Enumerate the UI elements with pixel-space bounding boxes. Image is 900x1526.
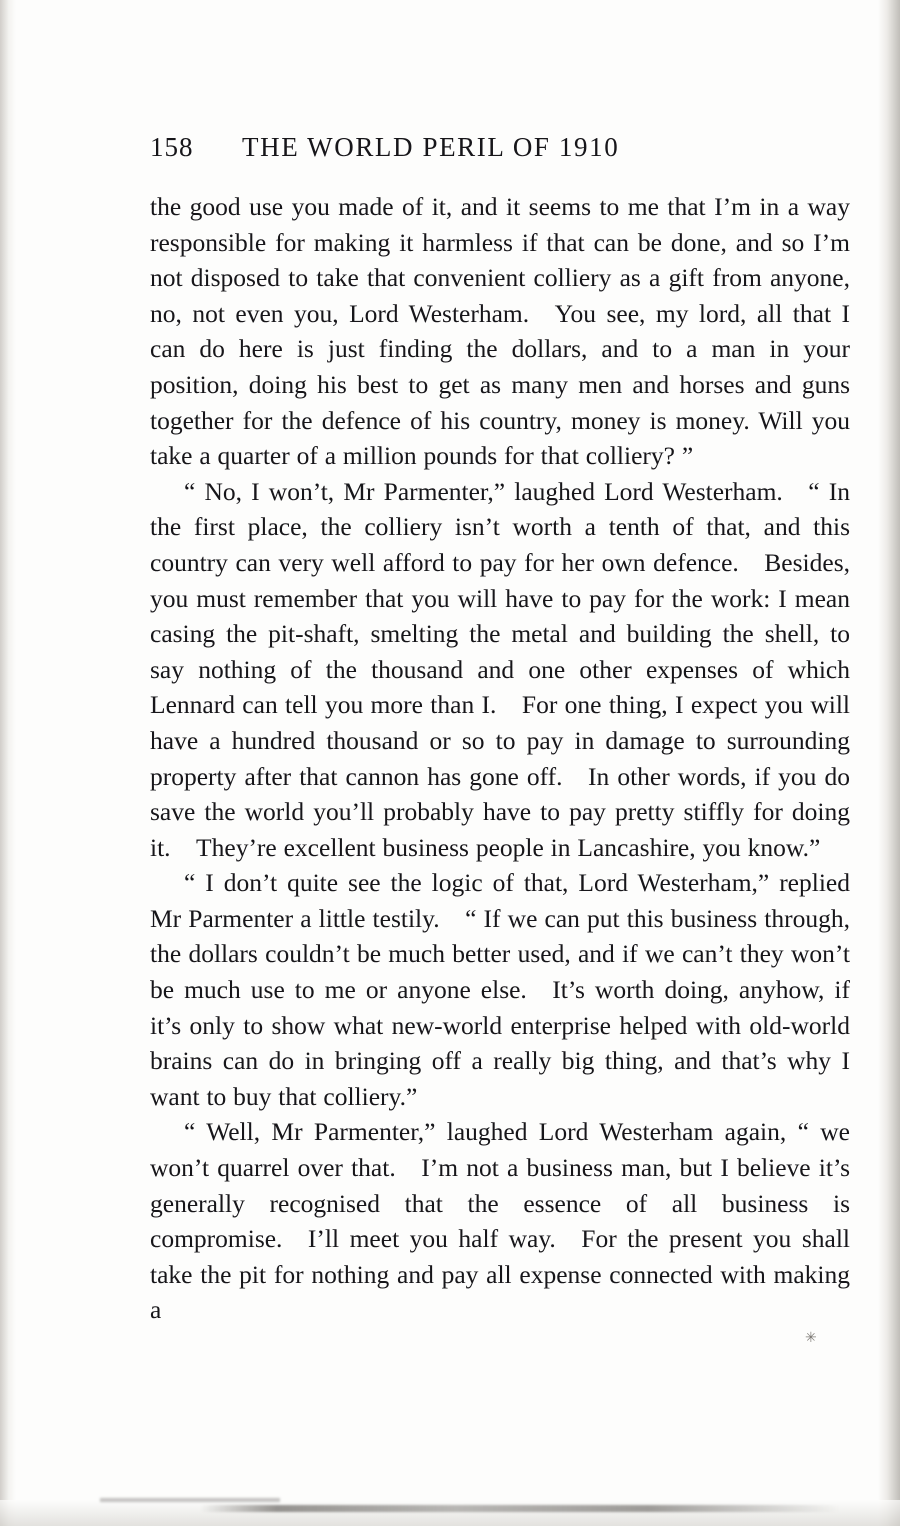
paragraph-3: “ I don’t quite see the logic of that, Lord Westerham,” replied Mr Parmenter a little testily. “ If we can put this business through, the dollars couldn’t be much better used, and if we can’t they won’t be much use to me or anyone else. It’s worth doing, anyhow, if it’s only to show what new-world enterprise helped with old-world brains can do in bringing off a really big thing, and that’s why I want to buy that colliery.” — [150, 868, 850, 1111]
page-stray-mark: ✳ — [805, 1331, 817, 1346]
paragraph-1: the good use you made of it, and it seems to me that I’m in a way responsible for making it harmless if that can be done, and so I’m not disposed to take that convenient colliery as a gift from anyone, no, not even you, Lord Westerham. You see, my lord, all that I can do here is just finding the dollars, and to a man in your position, doing his best to get as many men and horses and guns together for the defence of his country, money is money. Will you take a quarter of a million pounds for that colliery? ” — [150, 192, 850, 471]
paragraph-2: “ No, I won’t, Mr Parmenter,” laughed Lord Westerham. “ In the first place, the colliery isn’t worth a tenth of that, and this country can very well afford to pay for her own defence. Besides, you must remember that you will have to pay for the work: I mean casing the pit-shaft, smelting the metal and building the shell, to say nothing of the thousand and one other expenses of which Lennard can tell you more than I. For one thing, I expect you will have a hundred thousand or so to pay in damage to surrounding property after that cannon has gone off. In other words, if you do save the world you’ll probably have to pay pretty stiffly for doing it. They’re excellent business people in Lancashire, you know.” — [150, 476, 850, 862]
page-text-block — [150, 132, 850, 1328]
page-bottom-scan-smudge — [200, 1505, 840, 1512]
running-head-title: THE WORLD PERIL OF 1910 — [242, 132, 620, 162]
page-left-edge-shading — [0, 0, 16, 1526]
page-right-edge-shading — [878, 0, 900, 1526]
page-bottom-scan-smudge-secondary — [100, 1498, 280, 1502]
page-bottom-edge-shading — [0, 1500, 900, 1526]
paragraph-4: “ Well, Mr Parmenter,” laughed Lord Westerham again, “ we won’t quarrel over that. I’m not a business man, but I believe it’s generally recognised that the essence of all business is compromise. I’ll meet you half way. For the present you shall take the pit for nothing and pay all expense connected with making a — [150, 1117, 850, 1325]
page-header — [150, 132, 850, 163]
page-number: 158 — [150, 132, 194, 162]
